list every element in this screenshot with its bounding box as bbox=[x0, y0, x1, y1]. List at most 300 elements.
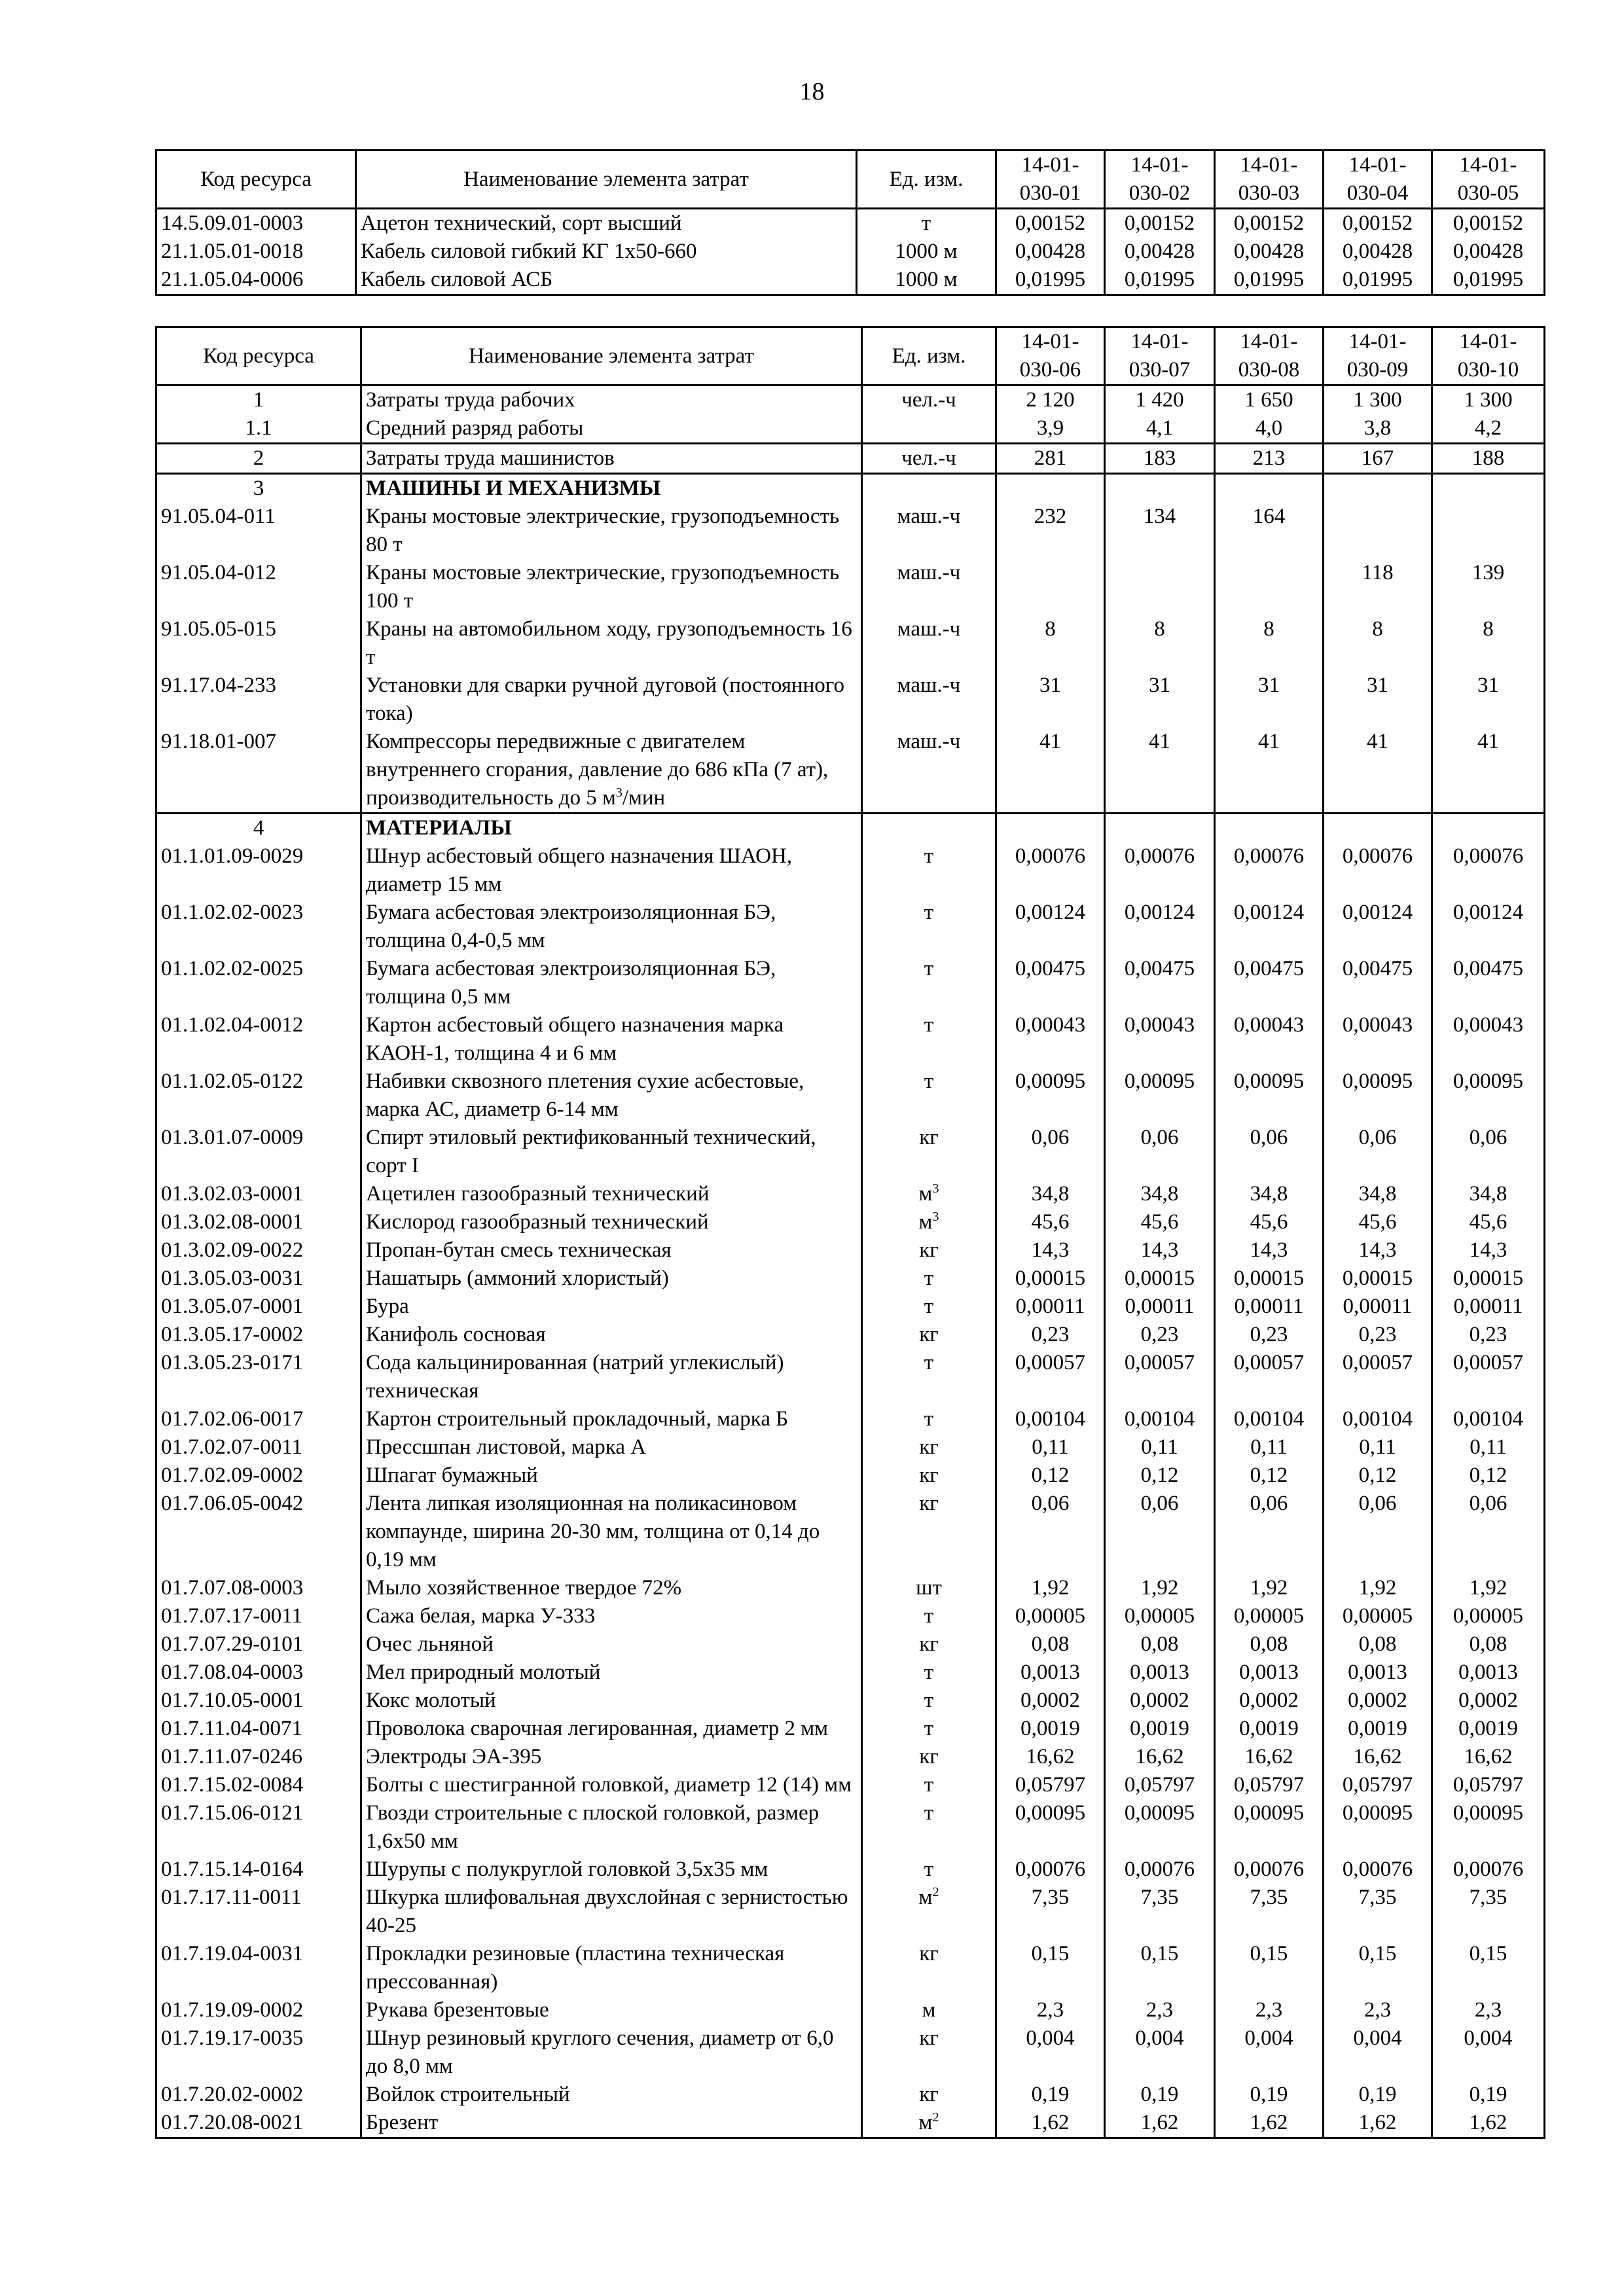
table-row bbox=[156, 899, 1545, 955]
unit-text: кг bbox=[919, 1463, 939, 1487]
column-header: 14-01- 030-06 bbox=[996, 327, 1105, 386]
value-cell: 4,0 bbox=[1215, 414, 1324, 444]
resource-code: 01.3.05.23-0171 bbox=[156, 1349, 361, 1405]
element-name bbox=[361, 1405, 862, 1433]
element-name bbox=[361, 1659, 862, 1687]
element-name-text: Ацетилен газообразный технический bbox=[366, 1182, 710, 1206]
unit-text: м bbox=[922, 1998, 936, 2022]
unit-superscript: 2 bbox=[932, 1885, 939, 1899]
unit-text: т bbox=[924, 1351, 934, 1374]
resource-code: 01.7.17.11-0011 bbox=[156, 1884, 361, 1940]
value-cell bbox=[1215, 559, 1324, 615]
value-cell: 45,6 bbox=[996, 1208, 1105, 1236]
element-name bbox=[361, 2024, 862, 2081]
element-name bbox=[361, 1574, 862, 1602]
resource-code: 01.7.19.04-0031 bbox=[156, 1940, 361, 1996]
value-cell: 188 bbox=[1432, 444, 1545, 474]
unit-text: маш.-ч bbox=[897, 561, 961, 584]
resource-code: 21.1.05.04-0006 bbox=[156, 266, 356, 295]
column-header: 14-01- 030-07 bbox=[1105, 327, 1215, 386]
element-name-text: Брезент bbox=[366, 2111, 439, 2134]
element-name-text: Шнур асбестовый общего назначения ШАОН, диаметр 15 мм bbox=[366, 844, 793, 896]
value-cell: 0,00057 bbox=[1432, 1349, 1545, 1405]
value-cell: 16,62 bbox=[1432, 1743, 1545, 1771]
value-cell: 34,8 bbox=[1324, 1180, 1432, 1208]
resource-code: 91.17.04-233 bbox=[156, 672, 361, 728]
value-cell: 0,00152 bbox=[1215, 209, 1324, 238]
value-cell: 8 bbox=[1432, 615, 1545, 672]
value-cell: 0,0019 bbox=[996, 1715, 1105, 1743]
value-cell: 0,00428 bbox=[1432, 238, 1545, 266]
value-cell: 167 bbox=[1324, 444, 1432, 474]
page-number: 18 bbox=[799, 78, 825, 105]
element-name-text: МАТЕРИАЛЫ bbox=[366, 816, 512, 840]
value-cell: 0,23 bbox=[1105, 1321, 1215, 1349]
value-cell: 0,00043 bbox=[1432, 1011, 1545, 1067]
unit bbox=[862, 386, 996, 415]
element-name-text: Средний разряд работы bbox=[366, 416, 584, 440]
value-cell: 14,3 bbox=[1432, 1236, 1545, 1265]
unit-text: кг bbox=[919, 1745, 939, 1768]
unit-text: т bbox=[924, 844, 934, 868]
resource-code: 01.7.10.05-0001 bbox=[156, 1687, 361, 1715]
value-cell: 7,35 bbox=[1215, 1884, 1324, 1940]
unit bbox=[862, 1996, 996, 2024]
value-cell: 0,06 bbox=[1324, 1124, 1432, 1180]
value-cell: 16,62 bbox=[1215, 1743, 1324, 1771]
unit bbox=[862, 728, 996, 814]
value-cell: 8 bbox=[1105, 615, 1215, 672]
table-row bbox=[156, 209, 1545, 238]
value-cell: 0,00005 bbox=[996, 1602, 1105, 1630]
table-row bbox=[156, 1293, 1545, 1321]
unit bbox=[862, 814, 996, 843]
unit-text: т bbox=[924, 1801, 934, 1825]
element-name-text: Сажа белая, марка У-333 bbox=[366, 1604, 596, 1628]
resource-code: 3 bbox=[156, 474, 361, 503]
unit-superscript: 2 bbox=[932, 2110, 939, 2125]
table-row bbox=[156, 955, 1545, 1011]
value-cell: 0,004 bbox=[1432, 2024, 1545, 2081]
resource-code: 01.3.01.07-0009 bbox=[156, 1124, 361, 1180]
table-row bbox=[156, 1602, 1545, 1630]
element-name-text: Сода кальцинированная (натрий углекислый) техническая bbox=[366, 1351, 784, 1403]
table-header-row bbox=[156, 151, 1545, 209]
value-cell: 16,62 bbox=[996, 1743, 1105, 1771]
value-cell: 0,00095 bbox=[996, 1799, 1105, 1856]
value-cell: 31 bbox=[1324, 672, 1432, 728]
unit bbox=[862, 414, 996, 444]
column-header: 14-01- 030-03 bbox=[1215, 151, 1324, 209]
resource-code: 01.7.02.09-0002 bbox=[156, 1462, 361, 1490]
table-row bbox=[156, 1490, 1545, 1574]
value-cell bbox=[1432, 474, 1545, 503]
value-cell: 0,0002 bbox=[1105, 1687, 1215, 1715]
table-row bbox=[156, 1940, 1545, 1996]
element-name-text: Шурупы с полукруглой головкой 3,5х35 мм bbox=[366, 1857, 768, 1881]
unit-text: м bbox=[918, 1182, 933, 1206]
element-name bbox=[361, 1884, 862, 1940]
table-row bbox=[156, 1771, 1545, 1799]
element-name bbox=[361, 503, 862, 559]
unit bbox=[862, 1349, 996, 1405]
column-header: 14-01- 030-08 bbox=[1215, 327, 1324, 386]
value-cell: 0,00015 bbox=[1324, 1265, 1432, 1293]
element-name bbox=[361, 842, 862, 899]
resource-code: 01.7.20.08-0021 bbox=[156, 2109, 361, 2138]
element-name bbox=[361, 1011, 862, 1067]
unit bbox=[862, 955, 996, 1011]
element-name-text: Войлок строительный bbox=[366, 2083, 570, 2106]
value-cell: 0,11 bbox=[1432, 1433, 1545, 1462]
value-cell: 0,08 bbox=[1215, 1630, 1324, 1659]
table-row bbox=[156, 1715, 1545, 1743]
value-cell: 31 bbox=[1432, 672, 1545, 728]
value-cell: 0,0002 bbox=[1432, 1687, 1545, 1715]
element-name-text: Краны мостовые электрические, грузоподъемность 100 т bbox=[366, 561, 840, 613]
value-cell: 45,6 bbox=[1105, 1208, 1215, 1236]
element-name-text: Шпагат бумажный bbox=[366, 1463, 538, 1487]
value-cell: 0,00076 bbox=[1105, 1856, 1215, 1884]
value-cell: 0,01995 bbox=[1215, 266, 1324, 295]
element-name-text: Установки для сварки ручной дуговой (постоянного тока) bbox=[366, 673, 844, 725]
resource-code: 01.7.19.17-0035 bbox=[156, 2024, 361, 2081]
value-cell bbox=[1432, 503, 1545, 559]
value-cell: 0,00076 bbox=[996, 1856, 1105, 1884]
element-name-text: Кабель силовой АСБ bbox=[361, 268, 553, 291]
value-cell: 0,00152 bbox=[1324, 209, 1432, 238]
value-cell: 0,00057 bbox=[1105, 1349, 1215, 1405]
column-header: Наименование элемента затрат bbox=[356, 151, 857, 209]
element-name-text: Кислород газообразный технический bbox=[366, 1210, 709, 1234]
unit bbox=[862, 2109, 996, 2138]
value-cell: 134 bbox=[1105, 503, 1215, 559]
value-cell: 1,62 bbox=[1324, 2109, 1432, 2138]
element-name-text: Затраты труда рабочих bbox=[366, 388, 575, 412]
value-cell: 0,05797 bbox=[1105, 1771, 1215, 1799]
value-cell: 1 420 bbox=[1105, 386, 1215, 415]
value-cell bbox=[1324, 814, 1432, 843]
table-row bbox=[156, 1405, 1545, 1433]
value-cell: 0,00076 bbox=[1432, 1856, 1545, 1884]
resource-code: 01.7.11.04-0071 bbox=[156, 1715, 361, 1743]
unit bbox=[862, 559, 996, 615]
value-cell: 0,00043 bbox=[996, 1011, 1105, 1067]
resource-code: 14.5.09.01-0003 bbox=[156, 209, 356, 238]
element-name-text: Прессшпан листовой, марка А bbox=[366, 1435, 647, 1459]
value-cell: 0,0002 bbox=[1215, 1687, 1324, 1715]
resource-code: 01.1.02.04-0012 bbox=[156, 1011, 361, 1067]
value-cell: 0,00015 bbox=[1432, 1265, 1545, 1293]
unit-text: чел.-ч bbox=[901, 446, 956, 470]
value-cell: 0,12 bbox=[1105, 1462, 1215, 1490]
value-cell: 0,004 bbox=[996, 2024, 1105, 2081]
element-name bbox=[361, 1124, 862, 1180]
column-header: Наименование элемента затрат bbox=[361, 327, 862, 386]
value-cell: 0,01995 bbox=[1432, 266, 1545, 295]
unit-text: кг bbox=[919, 1632, 939, 1656]
value-cell: 45,6 bbox=[1324, 1208, 1432, 1236]
value-cell: 0,00475 bbox=[1324, 955, 1432, 1011]
value-cell: 0,00095 bbox=[1432, 1799, 1545, 1856]
unit bbox=[862, 2081, 996, 2109]
table-row bbox=[156, 1236, 1545, 1265]
value-cell: 0,00011 bbox=[1324, 1293, 1432, 1321]
value-cell: 0,19 bbox=[1432, 2081, 1545, 2109]
resource-code: 01.3.02.08-0001 bbox=[156, 1208, 361, 1236]
unit bbox=[862, 474, 996, 503]
column-header: 14-01- 030-04 bbox=[1324, 151, 1432, 209]
value-cell: 7,35 bbox=[1324, 1884, 1432, 1940]
table-row bbox=[156, 1856, 1545, 1884]
table-row bbox=[156, 728, 1545, 814]
value-cell: 0,00015 bbox=[996, 1265, 1105, 1293]
resource-code: 01.7.06.05-0042 bbox=[156, 1490, 361, 1574]
value-cell: 1 650 bbox=[1215, 386, 1324, 415]
unit bbox=[862, 1602, 996, 1630]
unit-text: кг bbox=[919, 1126, 939, 1149]
unit bbox=[862, 1574, 996, 1602]
column-header: 14-01- 030-02 bbox=[1105, 151, 1215, 209]
element-name-text: Бумага асбестовая электроизоляционная БЭ, толщина 0,5 мм bbox=[366, 957, 776, 1009]
value-cell: 213 bbox=[1215, 444, 1324, 474]
element-name bbox=[361, 1771, 862, 1799]
value-cell: 4,2 bbox=[1432, 414, 1545, 444]
value-cell: 0,06 bbox=[1105, 1490, 1215, 1574]
value-cell: 0,12 bbox=[1215, 1462, 1324, 1490]
value-cell: 0,15 bbox=[1432, 1940, 1545, 1996]
element-name-text: Затраты труда машинистов bbox=[366, 446, 615, 470]
element-name-text: Бумага асбестовая электроизоляционная БЭ, толщина 0,4-0,5 мм bbox=[366, 901, 776, 952]
column-header: Ед. изм. bbox=[862, 327, 996, 386]
unit-text: т bbox=[924, 1604, 934, 1628]
unit-text: т bbox=[924, 1717, 934, 1740]
value-cell: 183 bbox=[1105, 444, 1215, 474]
unit bbox=[862, 1265, 996, 1293]
table-row bbox=[156, 1996, 1545, 2024]
column-header: 14-01- 030-09 bbox=[1324, 327, 1432, 386]
element-name-text: Компрессоры передвижные с двигателем внутреннего сгорания, давление до 686 кПа (7 ат), производительность до 5 м bbox=[366, 730, 829, 810]
value-cell: 0,00015 bbox=[1215, 1265, 1324, 1293]
element-name-text: Кокс молотый bbox=[366, 1689, 496, 1712]
value-cell: 1,92 bbox=[1324, 1574, 1432, 1602]
resource-code: 01.7.02.06-0017 bbox=[156, 1405, 361, 1433]
unit bbox=[862, 1884, 996, 1940]
value-cell: 0,0002 bbox=[1324, 1687, 1432, 1715]
unit-text: кг bbox=[919, 1435, 939, 1459]
resource-code: 91.05.04-011 bbox=[156, 503, 361, 559]
value-cell: 41 bbox=[1432, 728, 1545, 814]
element-name-text: Прокладки резиновые (пластина техническая прессованная) bbox=[366, 1942, 785, 1994]
unit-text: кг bbox=[919, 1492, 939, 1515]
resource-code: 01.1.02.02-0025 bbox=[156, 955, 361, 1011]
value-cell: 0,12 bbox=[1432, 1462, 1545, 1490]
value-cell: 0,00428 bbox=[996, 238, 1105, 266]
resource-code: 01.3.02.09-0022 bbox=[156, 1236, 361, 1265]
value-cell: 0,00057 bbox=[996, 1349, 1105, 1405]
element-name bbox=[361, 1743, 862, 1771]
resource-code: 01.7.11.07-0246 bbox=[156, 1743, 361, 1771]
element-name bbox=[361, 1293, 862, 1321]
value-cell: 0,00124 bbox=[1324, 899, 1432, 955]
value-cell: 0,15 bbox=[1215, 1940, 1324, 1996]
unit bbox=[862, 2024, 996, 2081]
unit bbox=[862, 503, 996, 559]
section-row bbox=[156, 814, 1545, 843]
value-cell bbox=[996, 814, 1105, 843]
table-header-row bbox=[156, 327, 1545, 386]
unit-text: т bbox=[924, 1857, 934, 1881]
element-name-text: Пропан-бутан смесь техническая bbox=[366, 1238, 672, 1262]
element-name-text: Канифоль сосновая bbox=[366, 1323, 546, 1346]
value-cell: 0,08 bbox=[1432, 1630, 1545, 1659]
element-name-text: Спирт этиловый ректификованный технический, сорт I bbox=[366, 1126, 816, 1177]
unit-text: т bbox=[924, 901, 934, 924]
value-cell: 0,00011 bbox=[996, 1293, 1105, 1321]
value-cell: 16,62 bbox=[1105, 1743, 1215, 1771]
resource-code: 01.7.08.04-0003 bbox=[156, 1659, 361, 1687]
value-cell: 0,00005 bbox=[1324, 1602, 1432, 1630]
value-cell: 0,00057 bbox=[1324, 1349, 1432, 1405]
value-cell: 0,06 bbox=[1215, 1490, 1324, 1574]
element-name bbox=[361, 814, 862, 843]
value-cell: 34,8 bbox=[996, 1180, 1105, 1208]
value-cell: 0,23 bbox=[996, 1321, 1105, 1349]
unit-text: т bbox=[924, 1013, 934, 1037]
value-cell: 0,00124 bbox=[996, 899, 1105, 955]
value-cell: 0,00124 bbox=[1215, 899, 1324, 955]
value-cell: 0,06 bbox=[996, 1124, 1105, 1180]
table-row bbox=[156, 1433, 1545, 1462]
value-cell: 14,3 bbox=[1105, 1236, 1215, 1265]
value-cell: 0,00095 bbox=[1215, 1067, 1324, 1124]
value-cell: 8 bbox=[1324, 615, 1432, 672]
resource-code: 01.7.20.02-0002 bbox=[156, 2081, 361, 2109]
value-cell: 0,00076 bbox=[1105, 842, 1215, 899]
value-cell: 0,004 bbox=[1215, 2024, 1324, 2081]
value-cell: 1,92 bbox=[1215, 1574, 1324, 1602]
value-cell bbox=[1215, 474, 1324, 503]
element-name-text: Проволока сварочная легированная, диаметр 2 мм bbox=[366, 1717, 829, 1740]
value-cell: 14,3 bbox=[996, 1236, 1105, 1265]
value-cell: 0,23 bbox=[1432, 1321, 1545, 1349]
unit bbox=[862, 1405, 996, 1433]
value-cell: 0,01995 bbox=[1324, 266, 1432, 295]
value-cell: 3,8 bbox=[1324, 414, 1432, 444]
value-cell: 7,35 bbox=[1105, 1884, 1215, 1940]
unit-text: 1000 м bbox=[895, 268, 958, 291]
element-name bbox=[356, 238, 857, 266]
unit bbox=[862, 1067, 996, 1124]
element-name-text: Картон асбестовый общего назначения марка КАОН-1, толщина 4 и 6 мм bbox=[366, 1013, 784, 1065]
unit bbox=[862, 1490, 996, 1574]
unit bbox=[862, 672, 996, 728]
value-cell: 0,01995 bbox=[996, 266, 1105, 295]
value-cell: 0,00152 bbox=[996, 209, 1105, 238]
value-cell: 1,62 bbox=[996, 2109, 1105, 2138]
table-row bbox=[156, 1687, 1545, 1715]
value-cell: 0,00076 bbox=[1215, 1856, 1324, 1884]
value-cell: 0,08 bbox=[1105, 1630, 1215, 1659]
unit bbox=[862, 1715, 996, 1743]
value-cell: 0,15 bbox=[996, 1940, 1105, 1996]
value-cell: 0,00076 bbox=[1432, 842, 1545, 899]
element-name-text: Нашатырь (аммоний хлористый) bbox=[366, 1266, 669, 1290]
value-cell: 139 bbox=[1432, 559, 1545, 615]
column-header: Ед. изм. bbox=[857, 151, 996, 209]
value-cell: 118 bbox=[1324, 559, 1432, 615]
resource-code: 01.3.05.03-0031 bbox=[156, 1265, 361, 1293]
column-header: Код ресурса bbox=[156, 151, 356, 209]
value-cell: 0,00124 bbox=[1105, 899, 1215, 955]
element-name bbox=[361, 1687, 862, 1715]
element-name bbox=[361, 1180, 862, 1208]
resource-code: 01.3.05.17-0002 bbox=[156, 1321, 361, 1349]
value-cell: 1 300 bbox=[1324, 386, 1432, 415]
value-cell: 0,00475 bbox=[1215, 955, 1324, 1011]
unit-text: кг bbox=[919, 1942, 939, 1965]
value-cell: 0,15 bbox=[1105, 1940, 1215, 1996]
table-row bbox=[156, 1180, 1545, 1208]
value-cell: 0,06 bbox=[1432, 1124, 1545, 1180]
value-cell bbox=[996, 474, 1105, 503]
element-name bbox=[361, 444, 862, 474]
value-cell: 4,1 bbox=[1105, 414, 1215, 444]
resource-code: 01.1.02.05-0122 bbox=[156, 1067, 361, 1124]
value-cell: 7,35 bbox=[996, 1884, 1105, 1940]
unit bbox=[862, 1462, 996, 1490]
unit-text: маш.-ч bbox=[897, 673, 961, 697]
unit bbox=[862, 1771, 996, 1799]
unit bbox=[862, 1433, 996, 1462]
table-row bbox=[156, 1630, 1545, 1659]
value-cell: 8 bbox=[1215, 615, 1324, 672]
value-cell: 0,00043 bbox=[1215, 1011, 1324, 1067]
value-cell: 0,0002 bbox=[996, 1687, 1105, 1715]
value-cell: 0,00015 bbox=[1105, 1265, 1215, 1293]
value-cell: 0,00475 bbox=[1432, 955, 1545, 1011]
value-cell: 0,00076 bbox=[1324, 1856, 1432, 1884]
value-cell: 41 bbox=[996, 728, 1105, 814]
unit-text: м bbox=[918, 1210, 933, 1234]
value-cell bbox=[1432, 814, 1545, 843]
value-cell: 0,00475 bbox=[1105, 955, 1215, 1011]
value-cell: 0,0019 bbox=[1105, 1715, 1215, 1743]
element-name bbox=[361, 1630, 862, 1659]
value-cell: 0,00104 bbox=[996, 1405, 1105, 1433]
element-name-text: Бура bbox=[366, 1295, 409, 1318]
element-name-text: Краны мостовые электрические, грузоподъемность 80 т bbox=[366, 505, 840, 556]
element-name bbox=[361, 1321, 862, 1349]
value-cell: 0,00095 bbox=[1105, 1067, 1215, 1124]
unit-text: маш.-ч bbox=[897, 617, 961, 641]
value-cell: 0,00011 bbox=[1215, 1293, 1324, 1321]
element-name-text: Лента липкая изоляционная на поликасиновом компаунде, ширина 20-30 мм, толщина от 0,14 до 0,19 мм bbox=[366, 1492, 820, 1571]
value-cell: 0,00152 bbox=[1105, 209, 1215, 238]
value-cell: 0,0013 bbox=[1432, 1659, 1545, 1687]
value-cell: 0,00043 bbox=[1324, 1011, 1432, 1067]
table-row bbox=[156, 238, 1545, 266]
value-cell: 1,92 bbox=[1105, 1574, 1215, 1602]
table-row bbox=[156, 1743, 1545, 1771]
value-cell: 7,35 bbox=[1432, 1884, 1545, 1940]
table-row bbox=[156, 1799, 1545, 1856]
unit bbox=[857, 238, 996, 266]
value-cell: 0,06 bbox=[1432, 1490, 1545, 1574]
value-cell: 0,00095 bbox=[996, 1067, 1105, 1124]
value-cell: 14,3 bbox=[1215, 1236, 1324, 1265]
value-cell: 0,00104 bbox=[1105, 1405, 1215, 1433]
